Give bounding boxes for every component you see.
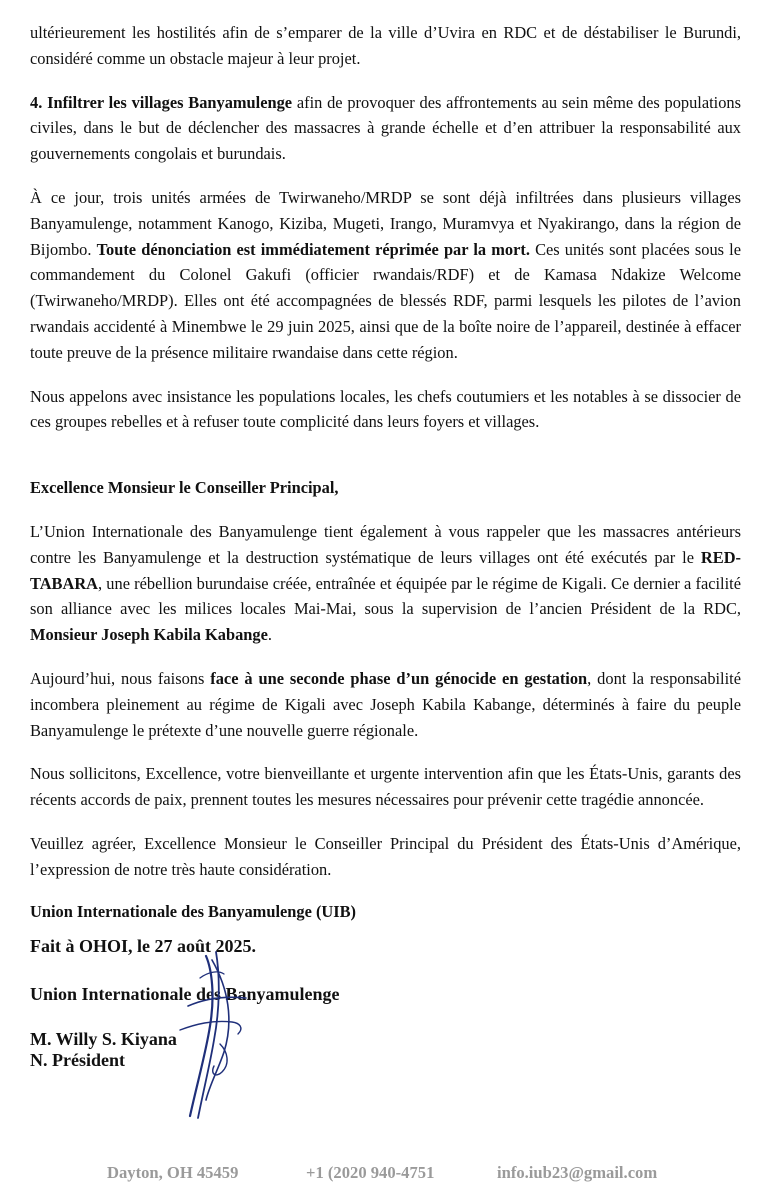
signature-org: Union Internationale des Banyamulenge xyxy=(30,984,340,1004)
place-date: Fait à OHOI, le 27 août 2025. xyxy=(30,936,256,956)
signature-block xyxy=(30,933,530,1071)
paragraph-closing: Veuillez agréer, Excellence Monsieur le Conseiller Principal du Président des États-Unis d’Amérique, l’expression de notre très haute considération. xyxy=(30,833,741,879)
paragraph-appeal: Nous appelons avec insistance les populations locales, les chefs coutumiers et les notables à se dissocier de ces groupes rebelles et à refuser toute complicité dans leurs foyers et villages. xyxy=(30,386,741,432)
organization-line: Union Internationale des Banyamulenge (UIB) xyxy=(30,901,357,921)
bold-red-tabara: RED-TABARA xyxy=(30,547,741,593)
paragraph-infiltration: 4. Infiltrer les villages Banyamulenge afin de provoquer des affrontements au sein même des populations civiles, dans le but de déclencher des massacres à grande échelle et d’en attribuer la responsabilité aux gouvernements congolais et burundais. xyxy=(30,92,741,164)
bold-denunciation: Toute dénonciation est immédiatement réprimée par la mort. xyxy=(96,239,530,259)
footer-address: Dayton, OH 45459 xyxy=(107,1163,239,1182)
paragraph-hostilities: ultérieurement les hostilités afin de s’emparer de la ville d’Uvira en RDC et de déstabiliser le Burundi, considéré comme un obstacle majeur à leur projet. xyxy=(30,23,741,68)
bold-genocide: face à une seconde phase d’un génocide en gestation xyxy=(210,668,588,688)
page-footer xyxy=(0,1163,771,1187)
footer-email: info.iub23@gmail.com xyxy=(497,1163,658,1182)
paragraph-red-tabara: L’Union Internationale des Banyamulenge tient également à vous rappeler que les massacres antérieurs contre les Banyamulenge et la destruction systématique de leurs villages ont été exécutés par le RED-TABARA, une rébellion burundaise créée, entraînée et équipée par le régime de Kigali. Ce dernier a facilité son alliance avec les milices locales Mai-Mai, sous la supervision de l’ancien Président de la RDC, Monsieur Joseph Kabila Kabange. xyxy=(30,521,741,645)
bold-point-4: 4. Infiltrer les villages Banyamulenge xyxy=(30,92,293,112)
salutation: Excellence Monsieur le Conseiller Principal, xyxy=(30,478,339,498)
bold-kabila: Monsieur Joseph Kabila Kabange xyxy=(30,625,268,645)
signer-title: N. Président xyxy=(30,1050,125,1070)
letter-body xyxy=(30,20,741,924)
paragraph-armed-units: À ce jour, trois unités armées de Twirwaneho/MRDP se sont déjà infiltrées dans plusieurs villages Banyamulenge, notamment Kanogo, Kiziba, Mugeti, Irango, Muramvya et Nyakirango, dans la région de Bijombo. Toute dénonciation est immédiatement réprimée par la mort. Ces unités sont placées sous le commandement du Colonel Gakufi (officier rwandais/RDF) et de Kamasa Ndakize Welcome (Twirwaneho/MRDP). Elles ont été accompagnées de blessés RDF, parmi lesquels les pilotes de l’avion rwandais accidenté à Minembwe le 29 juin 2025, ainsi que de la boîte noire de l’appareil, destinée à effacer toute preuve de la présence militaire rwandaise dans cette région. xyxy=(30,187,741,362)
paragraph-intervention: Nous sollicitons, Excellence, votre bienveillante et urgente intervention afin que les États-Unis, garants des récents accords de paix, prennent toutes les mesures nécessaires pour prévenir cette tragédie annoncée. xyxy=(30,764,741,810)
paragraph-genocide: Aujourd’hui, nous faisons face à une seconde phase d’un génocide en gestation, dont la responsabilité incombera pleinement au régime de Kigali avec Joseph Kabila Kabange, déterminés à faire du peuple Banyamulenge le prétexte d’une nouvelle guerre régionale. xyxy=(30,668,741,740)
footer-phone: +1 (2020 940-4751 xyxy=(306,1163,435,1182)
signer-name: M. Willy S. Kiyana xyxy=(30,1029,177,1049)
handwritten-signature xyxy=(160,948,270,1123)
